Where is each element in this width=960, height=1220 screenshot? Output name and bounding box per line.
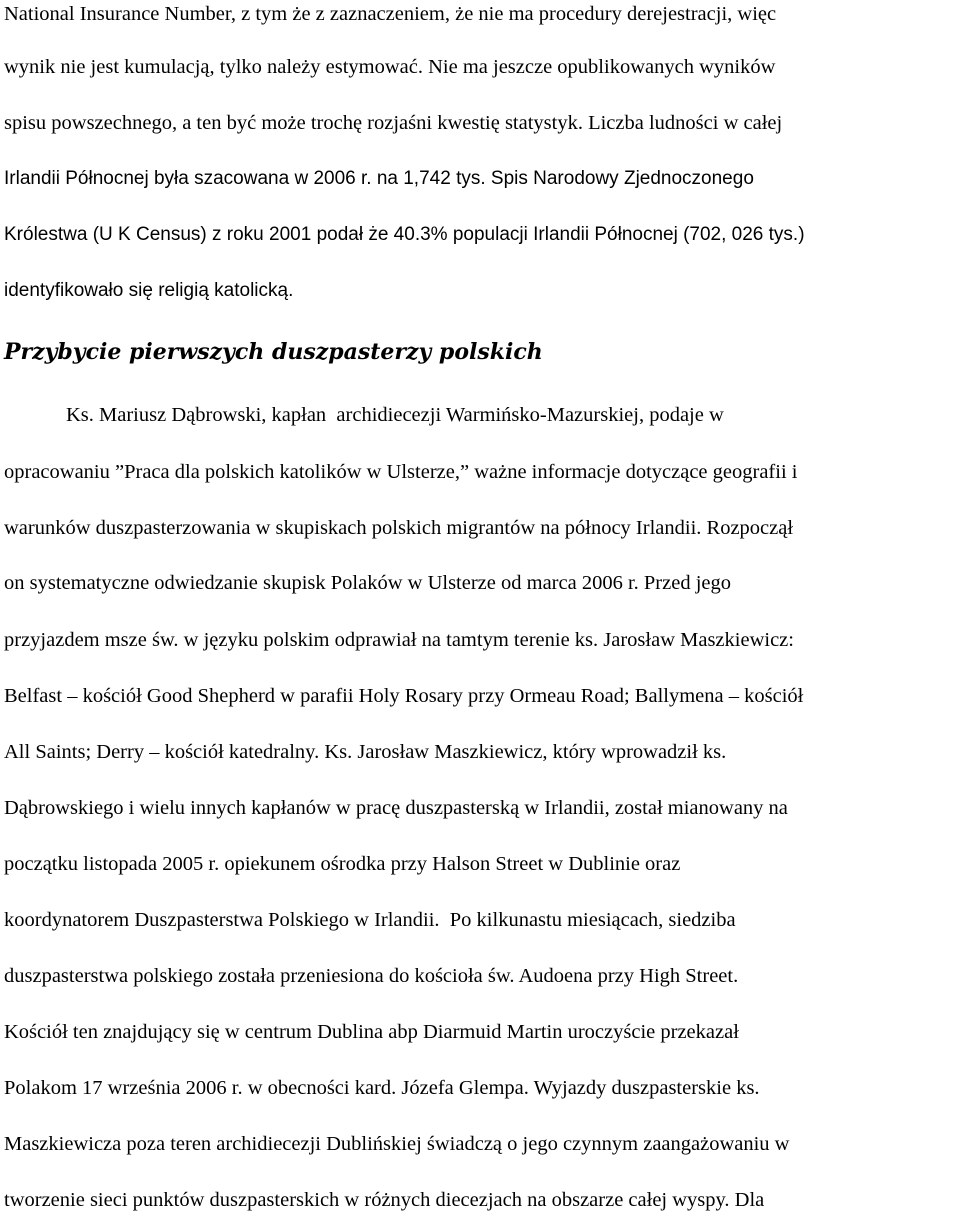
text-line: Maszkiewicza poza teren archidiecezji Dublińskiej świadczą o jego czynnym zaangażowaniu w — [4, 1133, 790, 1155]
text-line: przyjazdem msze św. w języku polskim odprawiał na tamtym terenie ks. Jarosław Maszkiewicz: — [4, 629, 794, 651]
text-line: Królestwa (U K Census) z roku 2001 podał że 40.3% populacji Irlandii Północnej (702, 026 tys.) — [4, 224, 805, 245]
text-line: identyfikowało się religią katolicką. — [4, 280, 294, 301]
text-line: on systematyczne odwiedzanie skupisk Polaków w Ulsterze od marca 2006 r. Przed jego — [4, 572, 731, 594]
text-line: początku listopada 2005 r. opiekunem ośrodka przy Halson Street w Dublinie oraz — [4, 853, 681, 875]
section-heading: Przybycie pierwszych duszpasterzy polskich — [4, 339, 543, 365]
text-line: koordynatorem Duszpasterstwa Polskiego w Irlandii. Po kilkunastu miesiącach, siedziba — [4, 909, 736, 931]
text-line: Kościół ten znajdujący się w centrum Dublina abp Diarmuid Martin uroczyście przekazał — [4, 1021, 739, 1043]
text-line: Dąbrowskiego i wielu innych kapłanów w pracę duszpasterską w Irlandii, został mianowany na — [4, 797, 788, 819]
text-line: All Saints; Derry – kościół katedralny. Ks. Jarosław Maszkiewicz, który wprowadził ks. — [4, 741, 727, 763]
text-line: Belfast – kościół Good Shepherd w parafii Holy Rosary przy Ormeau Road; Ballymena – kościół — [4, 685, 804, 707]
text-line: warunków duszpasterzowania w skupiskach polskich migrantów na północy Irlandii. Rozpoczął — [4, 517, 794, 539]
text-line: Ks. Mariusz Dąbrowski, kapłan archidiecezji Warmińsko-Mazurskiej, podaje w — [66, 404, 724, 426]
text-line: wynik nie jest kumulacją, tylko należy estymować. Nie ma jeszcze opublikowanych wyników — [4, 56, 776, 78]
text-line: duszpasterstwa polskiego została przeniesiona do kościoła św. Audoena przy High Street. — [4, 965, 739, 987]
text-line: spisu powszechnego, a ten być może trochę rozjaśni kwestię statystyk. Liczba ludności w całej — [4, 112, 783, 134]
text-line: Polakom 17 września 2006 r. w obecności kard. Józefa Glempa. Wyjazdy duszpasterskie ks. — [4, 1077, 760, 1099]
text-line: tworzenie sieci punktów duszpasterskich w różnych diecezjach na obszarze całej wyspy. Dla — [4, 1189, 765, 1211]
text-line: Irlandii Północnej była szacowana w 2006 r. na 1,742 tys. Spis Narodowy Zjednoczonego — [4, 168, 754, 189]
text-line: opracowaniu ”Praca dla polskich katolików w Ulsterze,” ważne informacje dotyczące geografii i — [4, 461, 798, 483]
text-line: National Insurance Number, z tym że z zaznaczeniem, że nie ma procedury derejestracji, więc — [4, 3, 777, 25]
